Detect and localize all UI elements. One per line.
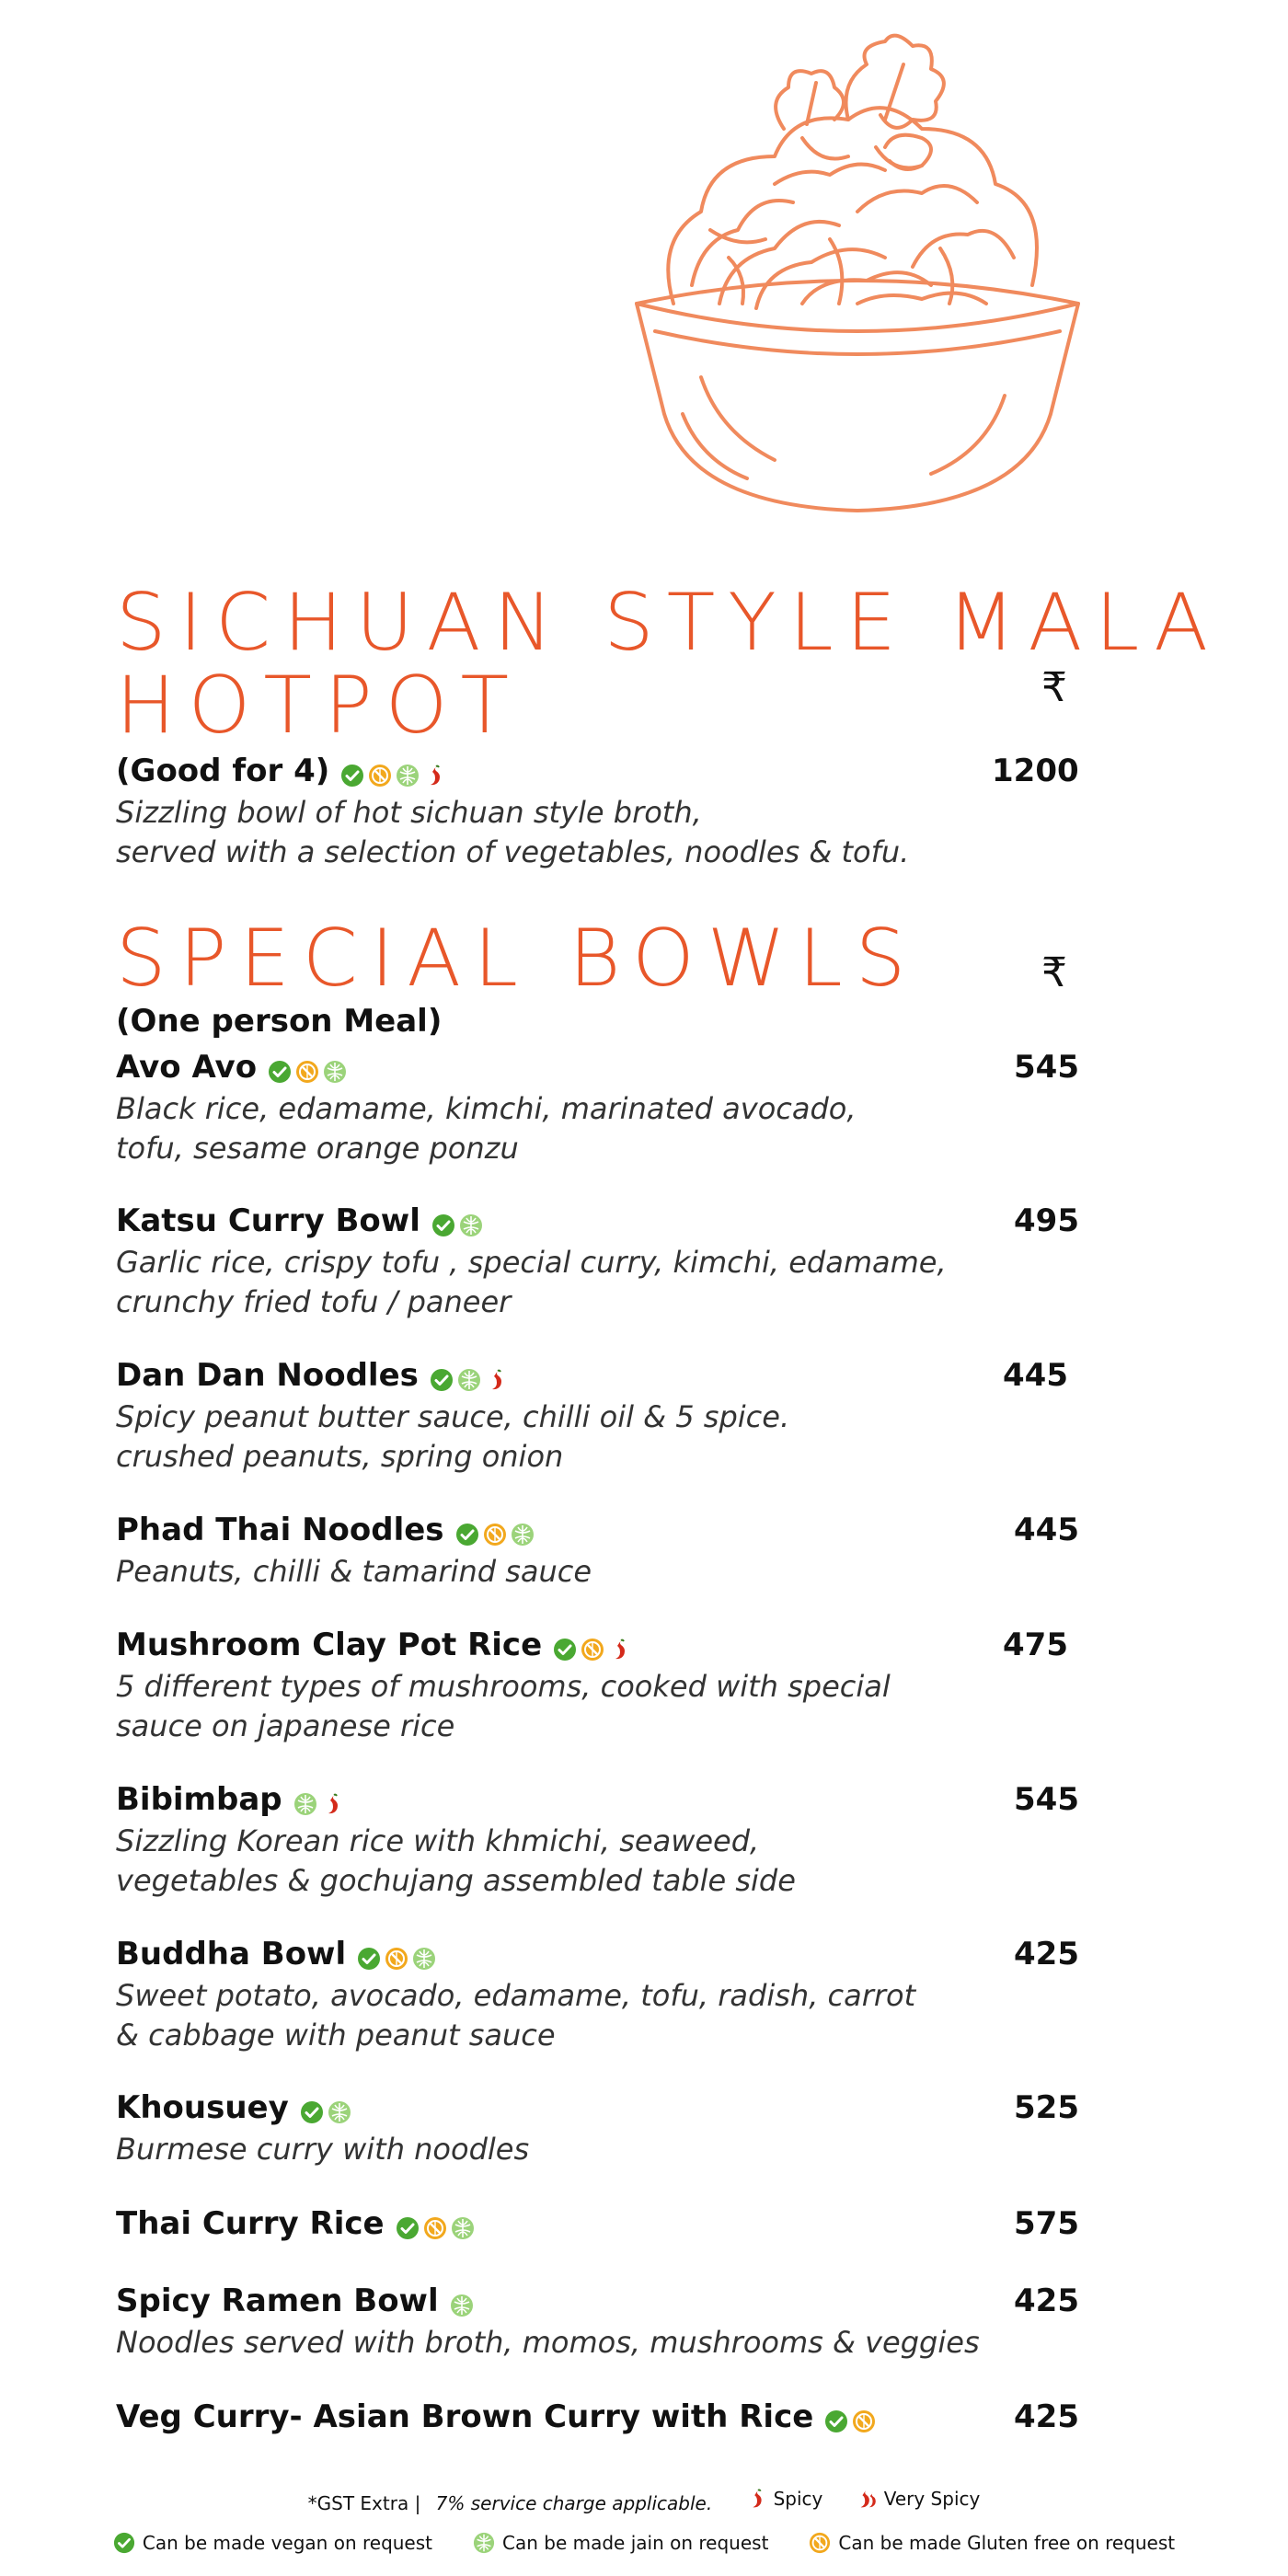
gluten-free-icon: [385, 1942, 408, 1966]
jain-icon: [450, 2289, 474, 2313]
footer-legend: [0, 2532, 1288, 2554]
menu-item-desc-line1: Burmese curry with noodles: [116, 2132, 530, 2167]
menu-item-name: [116, 2205, 475, 2242]
menu-item-name: [116, 1512, 535, 1548]
dietary-icons: [268, 1055, 347, 1079]
jain-icon: [451, 2212, 475, 2236]
gluten-free-icon: [368, 759, 392, 783]
menu-item-label: Veg Curry- Asian Brown Curry with Rice: [116, 2398, 814, 2435]
menu-item-price: 495: [1014, 1202, 1079, 1239]
gluten-free-icon: [581, 1633, 604, 1657]
special-bowls-currency-symbol: ₹: [1041, 949, 1067, 996]
menu-item-label: Phad Thai Noodles: [116, 1512, 444, 1548]
gluten-free-legend: [809, 2532, 1175, 2554]
jain-icon: [328, 2096, 351, 2120]
jain-icon: [293, 1788, 317, 1811]
jain-legend: [473, 2532, 768, 2554]
menu-item-desc-line1: Sweet potato, avocado, edamame, tofu, radish, carrot: [116, 1978, 916, 2013]
menu-item-desc-line2: vegetables & gochujang assembled table side: [116, 1863, 796, 1898]
menu-item-label: Mushroom Clay Pot Rice: [116, 1627, 543, 1663]
special-bowls-subtitle: (One person Meal): [116, 1003, 443, 1040]
menu-item-desc-line2: crunchy fried tofu / paneer: [116, 1284, 512, 1319]
vegan-icon: [396, 2212, 420, 2236]
hotpot-item-label: (Good for 4): [116, 753, 330, 789]
dietary-icons: [553, 1633, 632, 1657]
menu-item-desc-line1: 5 different types of mushrooms, cooked with special: [116, 1669, 891, 1704]
very-spicy-legend: [857, 2488, 981, 2510]
menu-item-name: [116, 1049, 347, 1086]
menu-item-label: Avo Avo: [116, 1049, 258, 1086]
footer-notes: [0, 2488, 1288, 2514]
vegan-icon: [430, 1363, 454, 1387]
menu-item-name: [116, 1357, 509, 1394]
dietary-icons: [396, 2212, 475, 2236]
hotpot-price: 1200: [992, 753, 1079, 789]
vegan-icon: [455, 1518, 479, 1542]
gluten-free-legend-label: Can be made Gluten free on request: [838, 2532, 1176, 2554]
menu-item-desc-line2: & cabbage with peanut sauce: [116, 2018, 556, 2053]
menu-item-label: Dan Dan Noodles: [116, 1357, 419, 1394]
menu-item-label: Thai Curry Rice: [116, 2205, 385, 2242]
menu-item-name: [116, 2398, 876, 2435]
menu-item-desc-line1: Sizzling Korean rice with khmichi, seaweed,: [116, 1823, 760, 1858]
gluten-free-icon: [423, 2212, 447, 2236]
jain-legend-label: Can be made jain on request: [502, 2532, 769, 2554]
dietary-icons: [357, 1942, 436, 1966]
menu-item-price: 445: [1003, 1357, 1068, 1394]
menu-item-price: 525: [1014, 2089, 1079, 2126]
dietary-icons: [300, 2096, 351, 2120]
spicy-icon: [608, 1633, 632, 1657]
special-bowls-heading: SPECIAL BOWLS: [116, 913, 919, 1005]
spicy-icon: [746, 2488, 768, 2510]
gluten-free-icon: [483, 1518, 507, 1542]
dietary-icons: [430, 1363, 509, 1387]
jain-icon: [396, 759, 420, 783]
jain-icon: [511, 1518, 535, 1542]
hotpot-heading-line2: HOTPOT: [116, 660, 522, 752]
menu-item-name: [116, 2283, 474, 2319]
gluten-free-icon: [852, 2405, 876, 2429]
menu-item-desc-line2: tofu, sesame orange ponzu: [116, 1131, 519, 1166]
very-spicy-icon: [857, 2488, 879, 2510]
menu-item-price: 545: [1014, 1049, 1079, 1086]
vegan-icon: [824, 2405, 848, 2429]
service-charge-note: 7% service charge applicable.: [435, 2492, 713, 2514]
menu-item-desc-line1: Noodles served with broth, momos, mushrooms & veggies: [116, 2325, 980, 2360]
menu-item-label: Buddha Bowl: [116, 1936, 347, 1972]
menu-item-label: Katsu Curry Bowl: [116, 1202, 420, 1239]
dietary-icons: [824, 2405, 876, 2429]
menu-item-desc-line1: Garlic rice, crispy tofu , special curry, kimchi, edamame,: [116, 1245, 947, 1280]
menu-item-desc-line1: Black rice, edamame, kimchi, marinated avocado,: [116, 1091, 857, 1126]
hotpot-dietary-icons: [340, 759, 447, 783]
menu-item-desc-line1: Peanuts, chilli & tamarind sauce: [116, 1554, 592, 1589]
tax-note: *GST Extra |: [307, 2492, 421, 2514]
menu-item-desc-line2: crushed peanuts, spring onion: [116, 1439, 564, 1474]
spicy-legend: [746, 2488, 823, 2510]
spicy-icon: [321, 1788, 345, 1811]
menu-item-name: [116, 2089, 351, 2126]
jain-icon: [459, 1209, 483, 1233]
menu-item-desc-line1: Spicy peanut butter sauce, chilli oil & 5 spice.: [116, 1399, 790, 1434]
vegan-icon: [268, 1055, 292, 1079]
vegan-icon: [357, 1942, 381, 1966]
menu-item-label: Khousuey: [116, 2089, 289, 2126]
menu-item-name: [116, 1202, 483, 1239]
jain-icon: [473, 2532, 495, 2554]
menu-item-label: Bibimbap: [116, 1781, 282, 1818]
vegan-icon: [113, 2532, 135, 2554]
hotpot-currency-symbol: ₹: [1041, 664, 1067, 711]
menu-item-label: Spicy Ramen Bowl: [116, 2283, 439, 2319]
jain-icon: [457, 1363, 481, 1387]
hotpot-item-name: [116, 753, 447, 789]
menu-item-name: [116, 1627, 632, 1663]
jain-icon: [412, 1942, 436, 1966]
gluten-free-icon: [809, 2532, 831, 2554]
menu-item-price: 445: [1014, 1512, 1079, 1548]
hotpot-desc-line2: served with a selection of vegetables, noodles & tofu.: [116, 834, 910, 869]
menu-item-price: 575: [1014, 2205, 1079, 2242]
menu-item-price: 475: [1003, 1627, 1068, 1663]
menu-item-price: 425: [1014, 2283, 1079, 2319]
spicy-icon: [423, 759, 447, 783]
menu-item-desc-line2: sauce on japanese rice: [116, 1708, 455, 1743]
dietary-icons: [455, 1518, 535, 1542]
vegan-legend-label: Can be made vegan on request: [142, 2532, 433, 2554]
hotpot-desc-line1: Sizzling bowl of hot sichuan style broth,: [116, 795, 702, 830]
menu-item-name: [116, 1936, 436, 1972]
vegan-icon: [553, 1633, 577, 1657]
vegan-icon: [340, 759, 364, 783]
menu-item-price: 425: [1014, 2398, 1079, 2435]
vegan-icon: [300, 2096, 324, 2120]
jain-icon: [323, 1055, 347, 1079]
dietary-icons: [293, 1788, 345, 1811]
vegan-legend: [113, 2532, 432, 2554]
spicy-icon: [485, 1363, 509, 1387]
menu-item-price: 425: [1014, 1936, 1079, 1972]
vegan-icon: [431, 1209, 455, 1233]
hotpot-heading-line1: SICHUAN STYLE MALA: [116, 577, 1222, 669]
menu-item-price: 545: [1014, 1781, 1079, 1818]
dietary-icons: [431, 1209, 483, 1233]
dietary-icons: [450, 2289, 474, 2313]
spicy-legend-label: Spicy: [773, 2488, 823, 2510]
gluten-free-icon: [295, 1055, 319, 1079]
menu-item-name: [116, 1781, 345, 1818]
very-spicy-legend-label: Very Spicy: [883, 2488, 981, 2510]
noodle-bowl-illustration: [618, 28, 1097, 515]
